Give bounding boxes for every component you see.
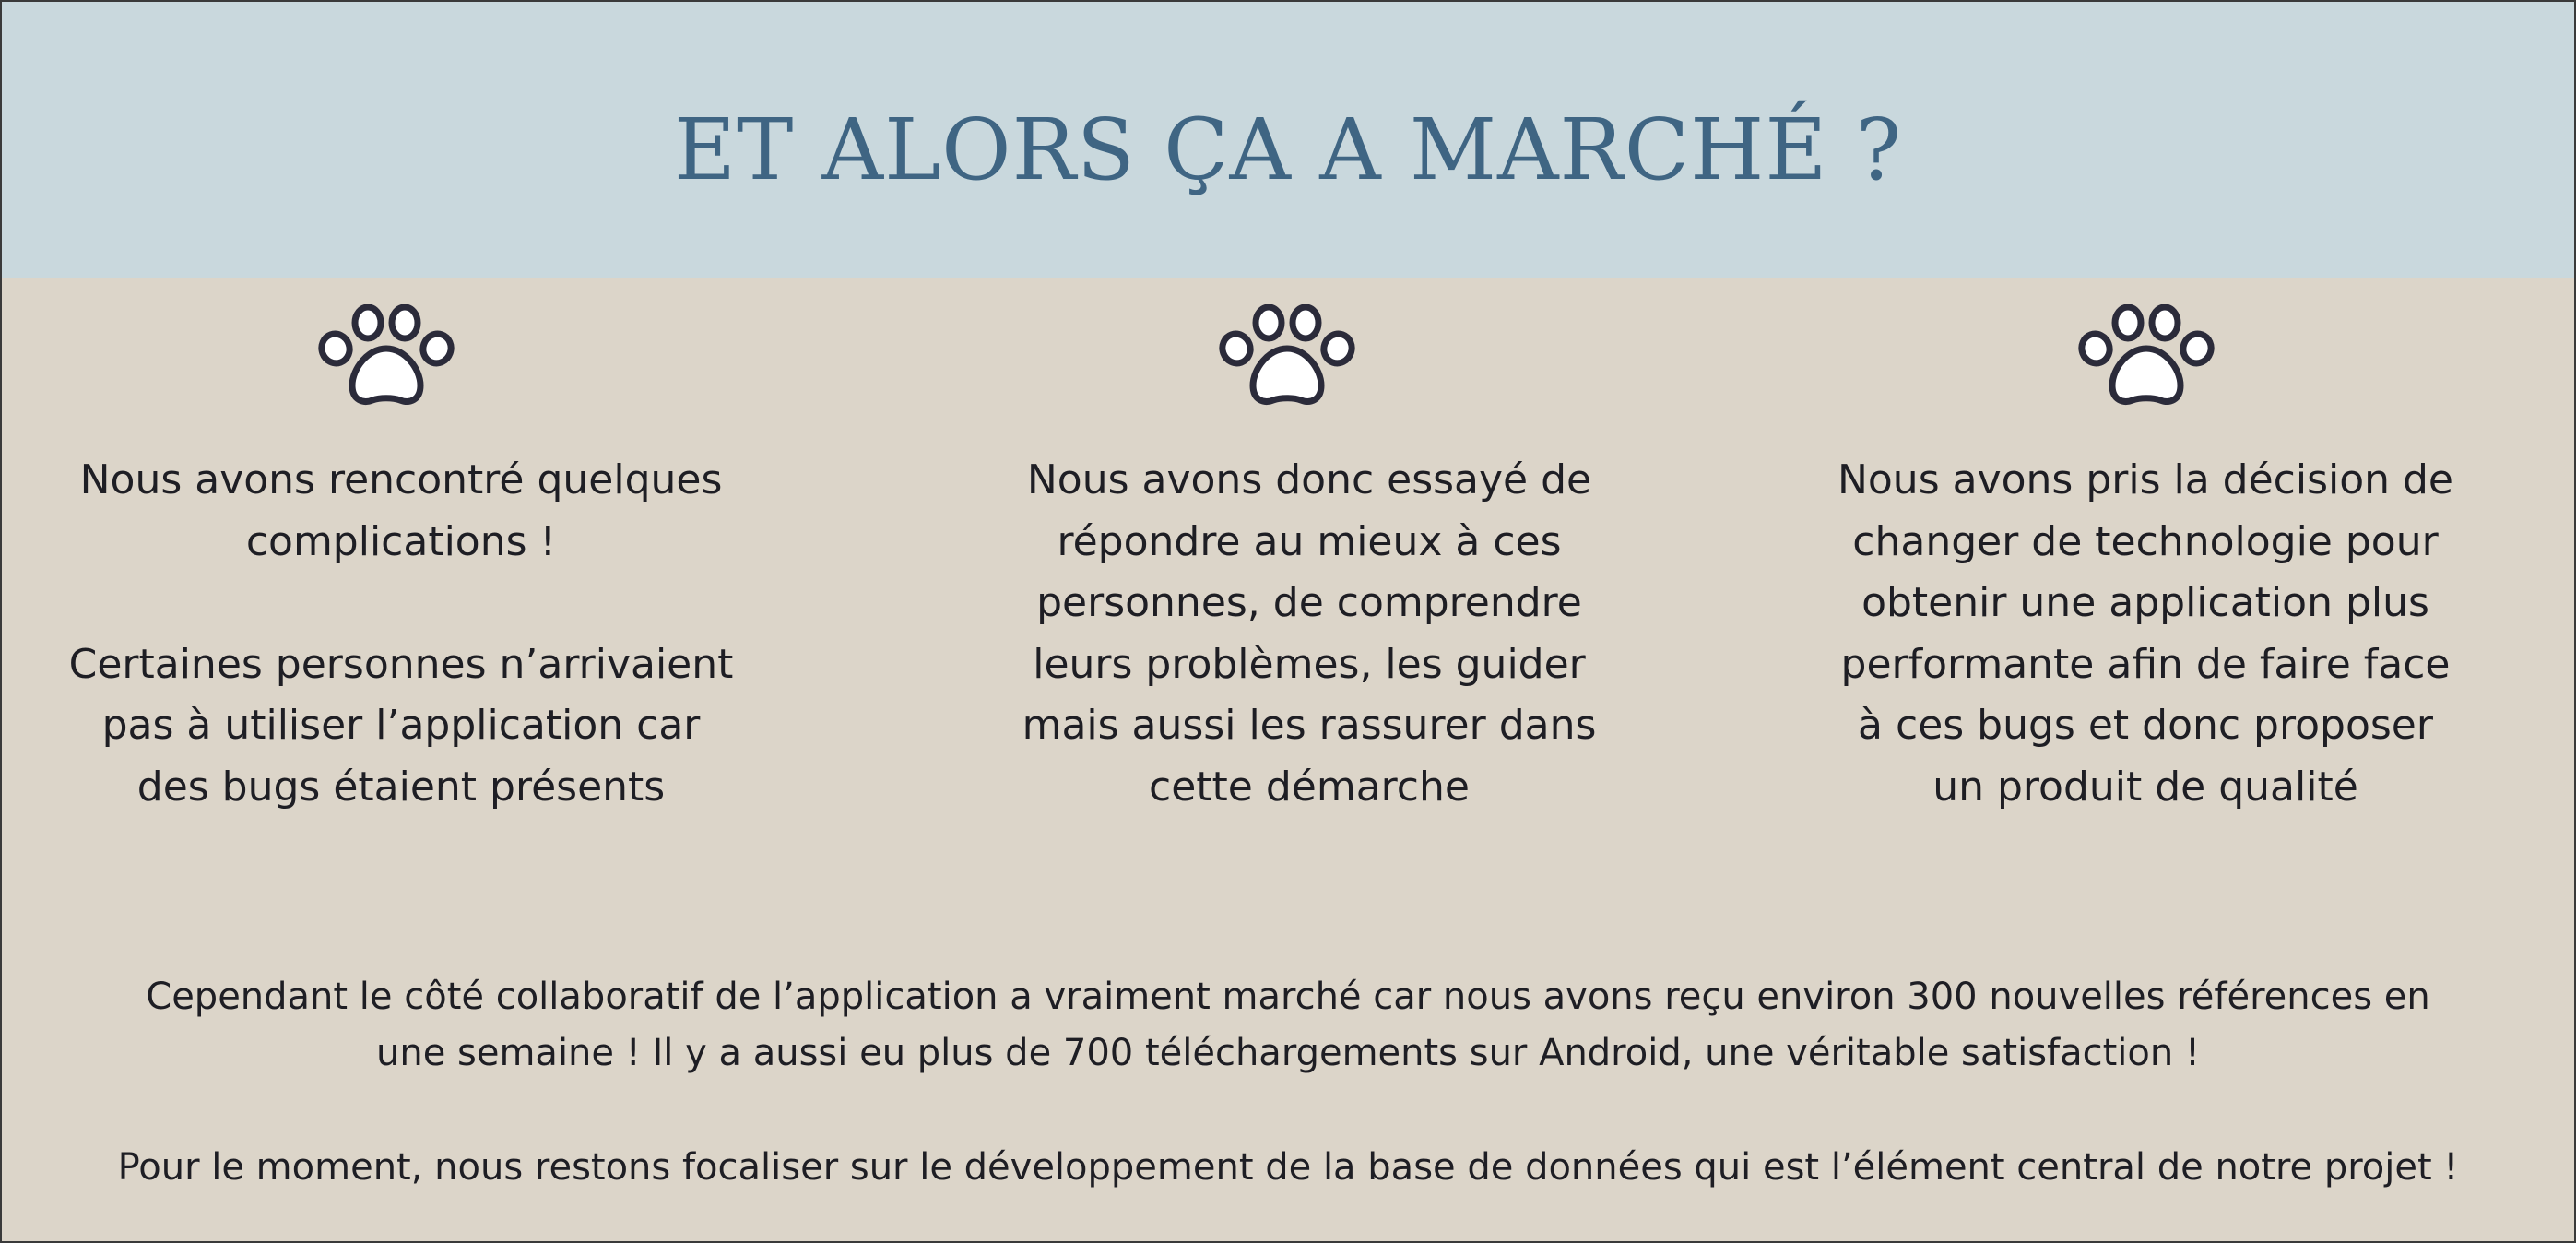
paw-print-icon bbox=[317, 304, 455, 408]
column-2-line: Nous avons donc essayé de bbox=[1026, 456, 1592, 503]
column-3-line: obtenir une application plus bbox=[1861, 579, 2429, 626]
column-3-line: performante afin de faire face bbox=[1840, 640, 2451, 688]
summary-line: Cependant le côté collaboratif de l’application a vraiment marché car nous avons reçu environ 300 nouvelles références en bbox=[146, 976, 2430, 1018]
column-2-line: leurs problèmes, les guider bbox=[1033, 640, 1586, 688]
column-1-line: des bugs étaient présents bbox=[136, 763, 666, 811]
column-2-line: répondre au mieux à ces bbox=[1057, 517, 1562, 565]
column-3-text bbox=[1789, 450, 2502, 818]
page-title: ET ALORS ÇA A MARCHÉ ? bbox=[673, 101, 1903, 199]
column-2-line: personnes, de comprendre bbox=[1036, 579, 1582, 626]
column-2-line: mais aussi les rassurer dans bbox=[1022, 702, 1597, 749]
closing-line: Pour le moment, nous restons focaliser sur le développement de la base de données qui est l’élément central de notre projet ! bbox=[117, 1146, 2459, 1189]
column-2-line: cette démarche bbox=[1149, 763, 1470, 811]
column-3-line: changer de technologie pour bbox=[1852, 517, 2439, 565]
column-1-line: complications ! bbox=[245, 517, 557, 565]
column-3-line: Nous avons pris la décision de bbox=[1837, 456, 2454, 503]
column-1-text bbox=[39, 450, 763, 818]
column-1-line: Certaines personnes n’arrivaient bbox=[68, 640, 734, 688]
summary-line: une semaine ! Il y a aussi eu plus de 700 téléchargements sur Android, une véritable satisfaction ! bbox=[375, 1032, 2200, 1074]
column-1-line: Nous avons rencontré quelques bbox=[79, 456, 723, 503]
column-2-text bbox=[950, 450, 1669, 818]
paw-print-icon bbox=[1218, 304, 1356, 408]
column-3-line: un produit de qualité bbox=[1932, 763, 2358, 811]
paw-print-icon bbox=[2077, 304, 2216, 408]
column-1-line: pas à utiliser l’application car bbox=[101, 702, 701, 749]
column-3-line: à ces bugs et donc proposer bbox=[1858, 702, 2433, 749]
